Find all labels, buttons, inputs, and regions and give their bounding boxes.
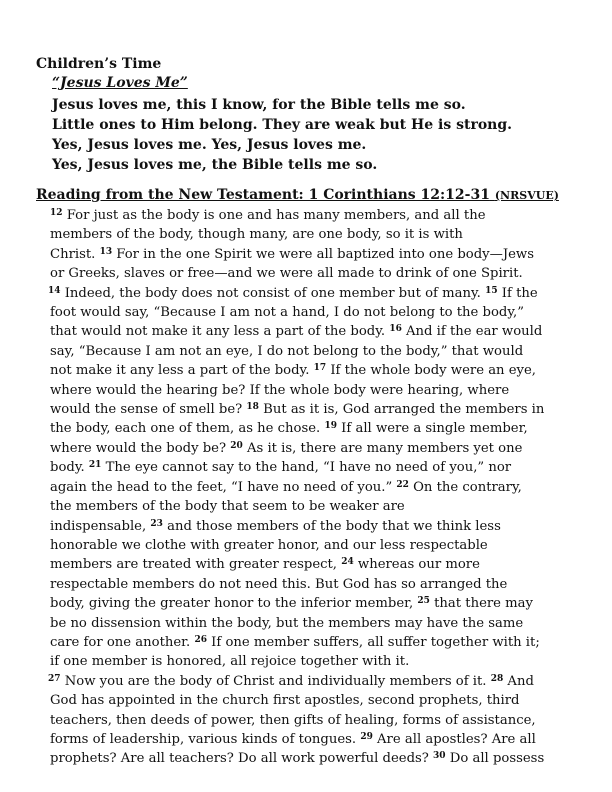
verse-text: that would not make it any less a part of the body. [50, 324, 390, 340]
verse-text: teachers, then deeds of power, then gifts of healing, forms of assistance, [50, 712, 536, 728]
verse-number: 12 [50, 208, 63, 218]
verse-text: For just as the body is one and has many members, and all the [62, 208, 486, 223]
verse-text: Are all apostles? Are all [372, 731, 536, 747]
scripture-line [50, 478, 580, 497]
verse-text: care for one another. [50, 634, 195, 650]
verse-number: 30 [433, 751, 446, 762]
scripture-line [48, 284, 580, 303]
verse-text: Indeed, the body does not consist of one member but of many. [60, 285, 486, 301]
verse-text: would the sense of smell be? [50, 402, 247, 418]
verse-number: 21 [88, 460, 102, 471]
verse-text: whereas our more [353, 557, 480, 573]
lyric-line: Yes, Jesus loves me, the Bible tells me so. [52, 157, 378, 173]
scripture-line [48, 672, 580, 691]
scripture-line [50, 206, 580, 225]
lyric-line: Jesus loves me, this I know, for the Bible tells me so. [52, 97, 466, 113]
verse-number: 24 [341, 557, 354, 568]
verse-text: foot would say, “Because I am not a hand, I do not belong to the body,” [50, 305, 524, 321]
verse-text: members of the body, though many, are one body, so it is with [50, 227, 463, 243]
verse-text: For in the one Spirit we were all baptized into one body—Jews [112, 246, 534, 262]
scripture-line [50, 400, 580, 419]
verse-text: if one member is honored, all rejoice together with it. [50, 654, 410, 670]
verse-text: where would the hearing be? If the whole body were hearing, where [50, 382, 510, 398]
verse-text: If the whole body were an eye, [326, 363, 536, 379]
scripture-line [50, 458, 580, 477]
scripture-line [50, 342, 580, 361]
verse-text: If one member suffers, all suffer together with it; [206, 634, 540, 650]
verse-number: 19 [324, 421, 337, 432]
verse-text: the members of the body that seem to be weaker are [50, 499, 405, 515]
verse-text: body, giving the greater honor to the inferior member, [50, 596, 418, 612]
verse-number: 23 [150, 518, 163, 529]
reading-heading [36, 187, 559, 203]
scripture-line [50, 575, 580, 594]
verse-number: 14 [48, 285, 61, 296]
reading-reference: Reading from the New Testament: 1 Corinthians 12:12-31 [36, 187, 490, 203]
song-lyrics [52, 95, 512, 175]
scripture-line [50, 322, 580, 341]
verse-text: As it is, there are many members yet one [242, 440, 523, 456]
verse-number: 13 [99, 246, 113, 257]
verse-text: the body, each one of them, as he chose. [50, 421, 325, 437]
verse-text: On the contrary, [408, 479, 522, 495]
scripture-line [50, 652, 580, 671]
verse-text: or Greeks, slaves or free—and we were all made to drink of one Spirit. [50, 266, 523, 282]
verse-text: Do all possess [445, 751, 545, 767]
verse-text: members are treated with greater respect, [50, 557, 342, 573]
verse-number: 26 [194, 634, 207, 645]
verse-number: 22 [396, 479, 409, 490]
verse-text: If all were a single member, [336, 421, 528, 437]
verse-text: not make it any less a part of the body. [50, 363, 314, 379]
verse-number: 27 [48, 673, 61, 684]
scripture-line [50, 517, 580, 536]
verse-text: forms of leadership, various kinds of tongues. [50, 731, 361, 747]
verse-text: If the [497, 285, 538, 301]
verse-text: prophets? Are all teachers? Do all work powerful deeds? [50, 751, 434, 767]
song-title: “Jesus Loves Me” [52, 75, 188, 91]
scripture-line [50, 594, 580, 613]
verse-number: 28 [490, 673, 504, 684]
verse-text: And [503, 673, 534, 689]
childrens-time-heading: Children’s Time [36, 56, 162, 72]
verse-text: be no dissension within the body, but the members may have the same [50, 615, 524, 631]
scripture-line [50, 303, 580, 322]
bible-version: (NRSVUE) [494, 189, 559, 202]
scripture-line [50, 245, 580, 264]
verse-number: 20 [230, 440, 243, 451]
verse-text: and those members of the body that we think less [162, 518, 501, 534]
verse-text: Christ. [50, 246, 100, 262]
verse-text: But as it is, God arranged the members in [258, 402, 545, 418]
lyric-line: Yes, Jesus loves me. Yes, Jesus loves me. [52, 137, 367, 153]
verse-number: 18 [246, 402, 259, 413]
scripture-line [50, 711, 580, 730]
verse-text: honorable we clothe with greater honor, and our less respectable [50, 537, 488, 553]
scripture-line [50, 614, 580, 633]
scripture-line [50, 730, 580, 749]
scripture-line [50, 361, 580, 380]
scripture-line [50, 691, 580, 710]
verse-text: say, “Because I am not an eye, I do not belong to the body,” that would [50, 343, 524, 359]
verse-text: respectable members do not need this. But God has so arranged the [50, 576, 508, 592]
verse-text: where would the body be? [50, 440, 231, 456]
verse-text: God has appointed in the church first apostles, second prophets, third [50, 693, 520, 709]
scripture-line [50, 633, 580, 652]
verse-text: Now you are the body of Christ and individually members of it. [60, 673, 491, 689]
verse-text: And if the ear would [401, 324, 543, 340]
scripture-line [50, 264, 580, 283]
verse-text: body. [50, 460, 89, 476]
verse-text: The eye cannot say to the hand, “I have no need of you,” nor [101, 460, 512, 476]
verse-number: 15 [485, 285, 498, 296]
scripture-line [50, 555, 580, 574]
verse-text: indispensable, [50, 518, 151, 534]
scripture-line [50, 381, 580, 400]
scripture-text [50, 206, 580, 769]
scripture-line [50, 419, 580, 438]
verse-text: again the head to the feet, “I have no need of you.” [50, 479, 397, 495]
verse-text: that there may [429, 596, 533, 612]
verse-number: 25 [417, 596, 430, 607]
lyric-line: Little ones to Him belong. They are weak but He is strong. [52, 117, 512, 133]
scripture-line [50, 439, 580, 458]
scripture-line [50, 749, 580, 768]
scripture-line [50, 536, 580, 555]
verse-number: 16 [389, 324, 402, 335]
verse-number: 17 [313, 363, 327, 374]
scripture-line [50, 497, 580, 516]
verse-number: 29 [360, 731, 373, 742]
scripture-line [50, 225, 580, 244]
